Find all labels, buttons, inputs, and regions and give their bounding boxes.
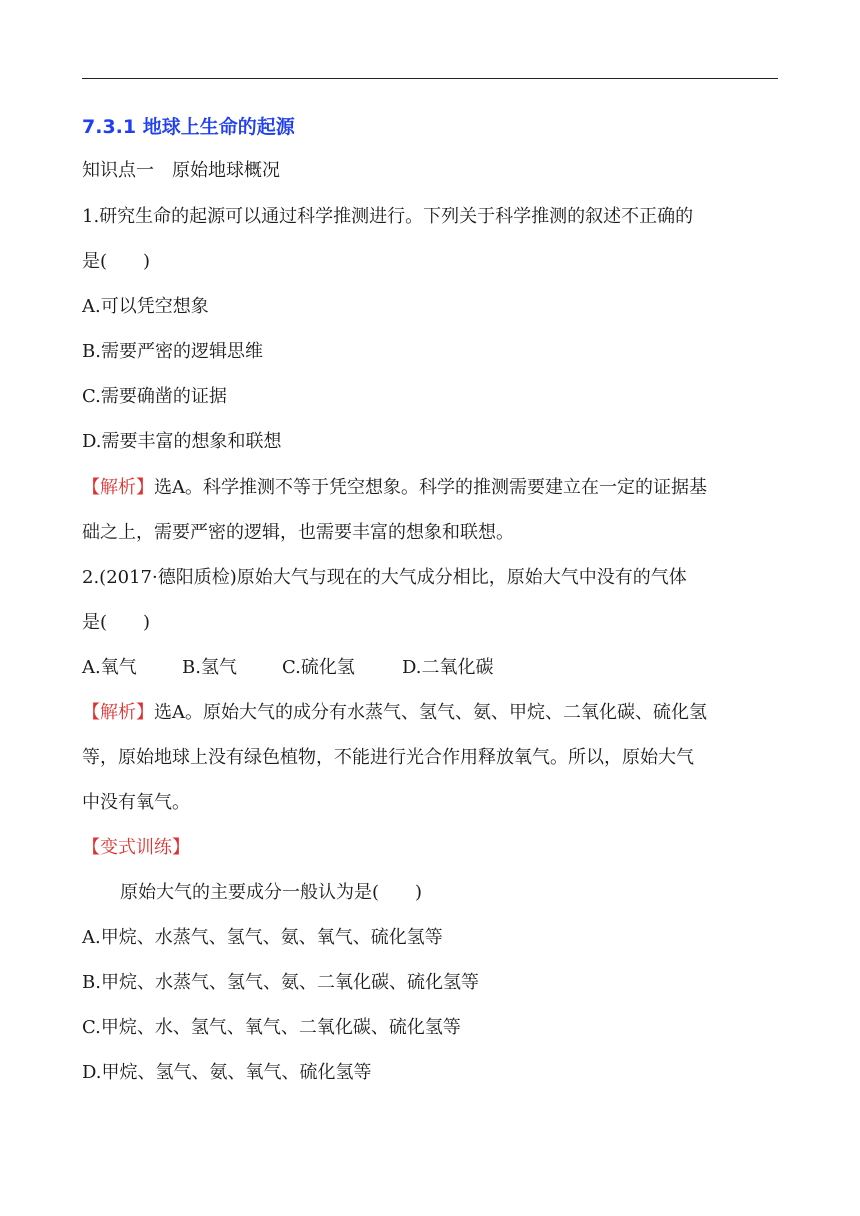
analysis-tag: 【解析】 [82,702,154,723]
q1-option-d: D.需要丰富的想象和联想 [82,431,282,452]
variant-tag: 【变式训练】 [82,837,190,858]
q1-option-a: A.可以凭空想象 [82,296,209,317]
q1-option-c: C.需要确凿的证据 [82,386,227,407]
variant-option-a: A.甲烷、水蒸气、氢气、氨、氧气、硫化氢等 [82,927,443,948]
q2-analysis-line1 [82,701,707,725]
analysis-text: 选A。科学推测不等于凭空想象。科学的推测需要建立在一定的证据基 [154,477,707,498]
q2-option-d: D.二氧化碳 [402,657,494,678]
variant-stem: 原始大气的主要成分一般认为是( ) [120,882,423,903]
q2-option-b: B.氢气 [182,657,237,678]
analysis-text: 选A。原始大气的成分有水蒸气、氢气、氨、甲烷、二氧化碳、硫化氢 [154,702,707,723]
variant-option-b: B.甲烷、水蒸气、氢气、氨、二氧化碳、硫化氢等 [82,972,479,993]
q2-option-c: C.硫化氢 [282,657,355,678]
q2-analysis-line2: 等，原始地球上没有绿色植物，不能进行光合作用释放氧气。所以，原始大气 [82,747,694,768]
variant-option-c: C.甲烷、水、氢气、氧气、二氧化碳、硫化氢等 [82,1017,461,1038]
q1-stem-line1: 1.研究生命的起源可以通过科学推测进行。下列关于科学推测的叙述不正确的 [82,206,694,227]
q1-option-b: B.需要严密的逻辑思维 [82,341,263,362]
q2-stem-line2: 是( ) [82,612,151,633]
section-heading: 知识点一 原始地球概况 [82,160,280,181]
q2-analysis-line3: 中没有氧气。 [82,792,190,813]
header-rule [82,78,778,79]
analysis-tag: 【解析】 [82,477,154,498]
variant-option-d: D.甲烷、氢气、氨、氧气、硫化氢等 [82,1062,372,1083]
q2-options [82,656,494,680]
page-title: 7.3.1 地球上生命的起源 [82,116,295,138]
q1-stem-line2: 是( ) [82,251,151,272]
q1-analysis-line1 [82,476,707,500]
q1-analysis-line2: 础之上，需要严密的逻辑，也需要丰富的想象和联想。 [82,522,514,543]
q2-option-a: A.氧气 [82,657,137,678]
q2-stem-line1: 2.(2017·德阳质检)原始大气与现在的大气成分相比，原始大气中没有的气体 [82,567,687,588]
